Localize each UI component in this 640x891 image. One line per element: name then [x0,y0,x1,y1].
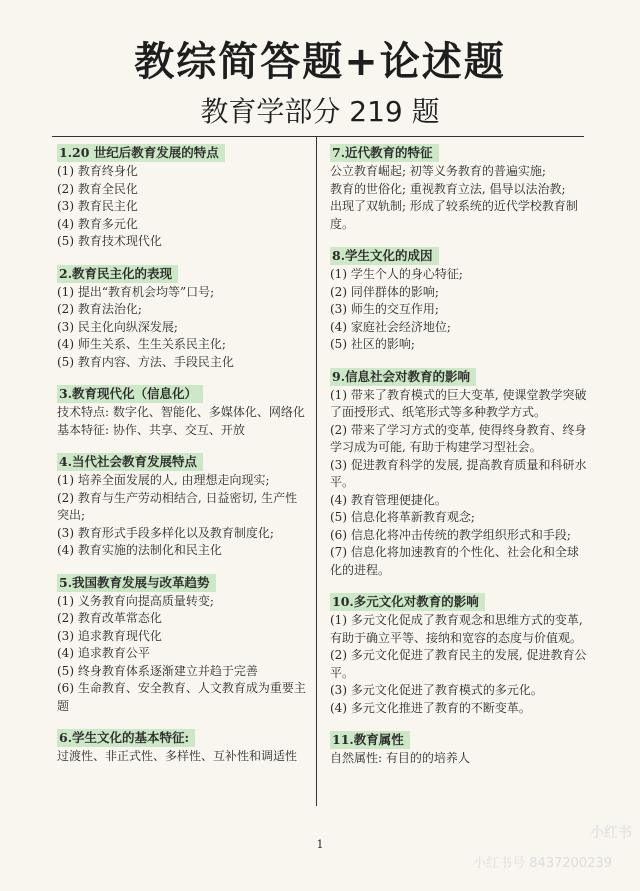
section-heading: 5.我国教育发展与改革趋势 [57,574,216,592]
section-line: (2) 带来了学习方式的变革, 使得终身教育、终身学习成为可能, 有助于构建学习型社会。 [330,422,587,454]
section-line: (2) 多元文化促进了教育民主的发展, 促进教育公平。 [330,648,587,680]
page-subtitle: 教育学部分 219 题 [200,95,440,128]
section-line: (3) 师生的交互作用; [330,302,439,316]
section-line: (3) 促进教育科学的发展, 提高教育质量和科研水平。 [330,457,587,489]
section-line: (1) 学生个人的身心特征; [330,267,463,281]
section-line: (2) 教育与生产劳动相结合, 日益密切, 生产性突出; [57,490,298,522]
page-number: 1 [316,838,324,851]
section-line: (1) 义务教育向提高质量转变; [57,593,214,608]
left-column [57,142,307,778]
section-line: (6) 信息化将冲击传统的教学组织形式和手段; [330,527,571,542]
section-line: (2) 教育法治化; [57,302,142,316]
right-column [330,142,588,780]
section-7 [330,142,588,233]
section-heading: 11.教育属性 [330,731,410,749]
section-heading: 9.信息社会对教育的影响 [330,368,476,386]
section-heading: 10.多元文化对教育的影响 [330,593,485,611]
section-line: (7) 信息化将加速教育的个性化、社会化和全球化的进程。 [330,545,579,577]
section-heading: 7.近代教育的特征 [330,144,439,162]
header-divider [52,136,584,137]
section-6 [57,727,307,766]
section-line: (4) 多元文化推进了教育的不断变革。 [330,700,531,715]
section-line: (4) 追求教育公平 [57,646,150,660]
section-line: (4) 教育管理便捷化。 [330,492,447,507]
section-2 [57,263,307,372]
section-heading: 3.教育现代化（信息化） [57,385,203,403]
section-3 [57,383,307,439]
section-4 [57,451,307,560]
section-line: (1) 教育终身化 [57,164,138,178]
section-line: (1) 多元文化促成了教育观念和思维方式的变革, 有助于确立平等、接纳和宽容的态度与价值观。 [330,613,583,645]
section-line: (2) 教育全民化 [57,181,138,196]
section-line: (4) 师生关系、生生关系民主化; [57,337,226,351]
section-line: 教育的世俗化; 重视教育立法, 倡导以法治教; [330,181,566,196]
section-8 [330,245,588,354]
section-heading: 1.20 世纪后教育发展的特点 [57,144,225,162]
section-line: (5) 信息化将革新教育观念; [330,510,475,524]
section-line: (3) 教育形式手段多样化以及教育制度化; [57,525,274,540]
section-line: 公立教育崛起; 初等义务教育的普遍实施; [330,164,546,178]
section-line: (1) 培养全面发展的人, 由理想走向现实; [57,473,270,487]
section-line: (3) 民主化向纵深发展; [57,319,178,334]
section-line: (1) 带来了教育模式的巨大变革, 使课堂教学突破了面授形式、纸笔形式等多种教学方式。 [330,387,587,419]
section-1 [57,142,307,251]
section-11 [330,729,588,768]
brand-logo: 小红书 [590,825,632,841]
section-line: (3) 多元文化促进了教育模式的多元化。 [330,683,543,697]
section-line: (1) 提出“教育机会均等”口号; [57,284,215,299]
section-5 [57,572,307,716]
section-heading: 8.学生文化的成因 [330,247,439,265]
section-line: (4) 教育多元化 [57,216,138,231]
section-line: (4) 家庭社会经济地位; [330,319,451,334]
section-heading: 2.教育民主化的表现 [57,265,178,283]
section-line: (3) 教育民主化 [57,199,138,213]
section-line: (4) 教育实施的法制化和民主化 [57,543,222,557]
section-line: (5) 教育内容、方法、手段民主化 [57,354,234,369]
section-9 [330,366,588,580]
section-line: 过渡性、非正式性、多样性、互补性和调适性 [57,749,298,763]
section-line: (3) 追求教育现代化 [57,628,162,643]
section-line: (5) 终身教育体系逐渐建立并趋于完善 [57,663,258,678]
section-line: (5) 教育技术现代化 [57,234,162,248]
section-line: 基本特征: 协作、共享、交互、开放 [57,422,245,437]
section-10 [330,591,588,717]
section-line: 技术特点: 数字化、智能化、多媒体化、网络化 [57,405,305,419]
section-line: (2) 教育改革常态化 [57,611,162,625]
column-divider [316,136,317,806]
watermark: 小红书号 8437200239 [473,856,612,871]
section-line: (5) 社区的影响; [330,337,415,351]
section-line: (2) 同伴群体的影响; [330,284,439,299]
section-line: 出现了双轨制; 形成了较系统的近代学校教育制度。 [330,199,578,231]
page-title: 教综简答题+论述题 [134,39,506,85]
section-line: (6) 生命教育、安全教育、人文教育成为重要主题 [57,681,306,713]
section-line: 自然属性: 有目的的培养人 [330,751,470,765]
section-heading: 6.学生文化的基本特征: [57,729,195,747]
section-heading: 4.当代社会教育发展特点 [57,453,203,471]
